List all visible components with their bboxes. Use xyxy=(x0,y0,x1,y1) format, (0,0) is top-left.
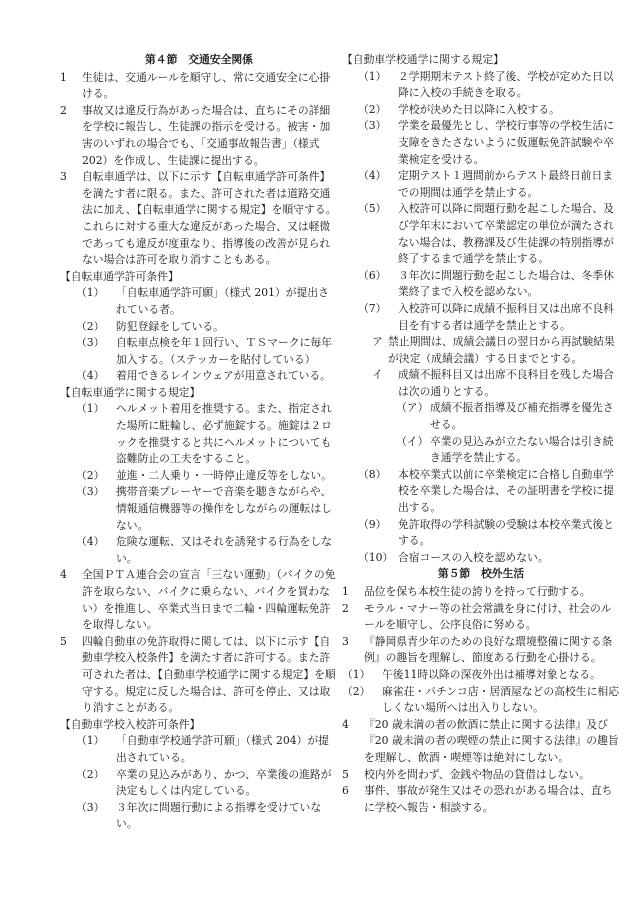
item-number: （4） xyxy=(358,169,387,183)
list-item xyxy=(60,468,338,485)
list-item xyxy=(342,400,620,433)
item-number: （2） xyxy=(342,684,371,698)
item-text: 入校許可以降に問題行動を起こした場合、及び学年末において卒業認定の単位が満たされない場合は、教務課及び生徒課の特別指導が終了するまで通学を禁止する。 xyxy=(398,202,614,266)
list-item xyxy=(342,783,620,816)
driving-school-rules-label: 【自動車学校通学に関する規定】 xyxy=(342,53,504,66)
item-text: 着用できるレインウェアが用意されている。 xyxy=(116,369,331,383)
item-number: 5 xyxy=(60,634,67,648)
list-item xyxy=(342,584,620,601)
list-item xyxy=(342,517,620,550)
item-text: 携帯音楽プレーヤーで音楽を聴きながらや、情報通信機器等の操作をしながらの運転はしない。 xyxy=(116,485,332,532)
item-number: （2） xyxy=(76,319,105,333)
item-number: （6） xyxy=(358,268,387,282)
item-number: （1） xyxy=(358,69,387,83)
item-text: 成績不振科目又は出席不良科目を残した場合は次の通りとする。 xyxy=(398,368,614,398)
item-number: 2 xyxy=(342,601,349,615)
list-item xyxy=(342,301,620,334)
list-item xyxy=(60,169,338,269)
list-item xyxy=(60,567,338,633)
item-text: 入校許可以降に成績不振科目又は出席不良科目を有する者は通学を禁止とする。 xyxy=(398,301,614,332)
item-number: （1） xyxy=(76,734,105,748)
item-number: （10） xyxy=(358,550,394,564)
section4-heading: 第４節 交通安全関係 xyxy=(145,53,253,66)
item-number: （3） xyxy=(76,485,105,499)
item-text: 事件、事故が発生又はその恐れがある場合は、直ちに学校へ報告・相談する。 xyxy=(364,784,613,814)
item-text: 事故又は違反行為があった場合は、直ちにその詳細を学校に報告し、生徒課の指示を受ける。被害・加害のいずれの場合でも、「交通事故報告書」（様式 202）を作成し、生徒課に提出する。 xyxy=(82,103,331,167)
item-number: 3 xyxy=(60,170,67,184)
item-number: 5 xyxy=(342,767,349,781)
list-item xyxy=(60,319,338,336)
list-item xyxy=(342,667,620,684)
item-text: ２学期期末テスト終了後、学校が定めた日以降に入校の手続きを取る。 xyxy=(398,69,614,100)
item-number: （4） xyxy=(76,535,105,549)
list-item xyxy=(60,103,338,169)
item-number: （3） xyxy=(76,800,105,814)
item-number: 4 xyxy=(60,568,67,582)
item-number: イ xyxy=(372,368,383,382)
list-item xyxy=(60,70,338,103)
item-number: 4 xyxy=(342,717,349,731)
item-text: 卒業の見込みが立たない場合は引き続き通学を禁止する。 xyxy=(430,434,614,465)
list-item xyxy=(342,601,620,634)
item-text: ３年次に問題行動による指導を受けていない。 xyxy=(116,800,322,831)
list-item xyxy=(60,401,338,467)
item-text: 校内外を問わず、金銭や物品の貸借はしない。 xyxy=(364,767,590,781)
item-text: 午後11時以降の深夜外出は補導対象となる。 xyxy=(382,667,601,681)
item-number: （2） xyxy=(358,102,387,116)
list-item xyxy=(60,634,338,717)
list-item xyxy=(342,118,620,168)
item-text: 成績不振者指導及び補充指導を優先させる。 xyxy=(430,401,614,432)
list-item xyxy=(342,102,620,119)
item-number: 1 xyxy=(342,585,349,598)
list-item xyxy=(60,335,338,368)
list-item xyxy=(342,334,620,367)
item-number: （2） xyxy=(76,468,105,482)
list-item xyxy=(60,733,338,766)
list-item xyxy=(342,201,620,267)
item-text: 自転車点検を年１回行い、ＴＳマークに毎年加入する。（ステッカーを貼付している） xyxy=(116,336,332,366)
item-number: 2 xyxy=(60,103,67,117)
list-item xyxy=(342,168,620,201)
list-item xyxy=(60,534,338,567)
item-text: 品位を保ち本校生徒の誇りを持って行動する。 xyxy=(364,585,591,598)
item-number: （ア） xyxy=(396,401,429,415)
list-item xyxy=(60,285,338,318)
item-number: （4） xyxy=(76,369,105,383)
list-item xyxy=(60,368,338,385)
bike-permit-label: 【自転車通学許可条件】 xyxy=(60,269,179,283)
item-number: （8） xyxy=(358,467,387,481)
item-number: ア xyxy=(372,335,383,349)
list-item xyxy=(60,800,338,833)
item-text: 禁止期間は、成績会議日の翌日から再試験結果が決定（成績会議）する日までとする。 xyxy=(388,335,615,365)
left-column xyxy=(60,52,338,833)
item-text: 並進・二人乗り・一時停止違反等をしない。 xyxy=(116,468,332,482)
list-item xyxy=(342,434,620,467)
list-item xyxy=(342,69,620,102)
item-text: 免許取得の学科試験の受験は本校卒業式後とする。 xyxy=(398,517,614,548)
item-text: 四輪自動車の免許取得に関しては、以下に示す【自動車学校入校条件】を満たす者に許可する。また許可された者は、【自動車学校通学に関する規定】を順守する。規定に反した場合は、許可を停止、又は取り消すことがある。 xyxy=(82,634,336,715)
list-item xyxy=(342,717,620,767)
item-text: 危険な運転、又はそれを誘発する行為をしない。 xyxy=(116,535,332,565)
item-text: ヘルメット着用を推奨する。また、指定された場所に駐輪し、必ず施錠する。施錠は２ロックを推奨すると共にヘルメットについても盗難防止の工夫をすること。 xyxy=(116,402,332,466)
item-text: 本校卒業式以前に卒業検定に合格し自動車学校を卒業した場合は、その証明書を学校に提出する。 xyxy=(398,467,614,515)
list-item xyxy=(342,367,620,400)
item-text: 「自動車学校通学許可願」（様式 204）が提出されている。 xyxy=(116,734,329,764)
driving-school-entry-label: 【自動車学校入校許可条件】 xyxy=(60,717,201,731)
list-item xyxy=(60,484,338,534)
item-number: （3） xyxy=(358,119,387,133)
section5-heading: 第５節 校外生活 xyxy=(437,567,525,581)
item-number: （1） xyxy=(76,402,105,416)
item-text: 卒業の見込みがあり、かつ、卒業後の進路が決定もしくは内定している。 xyxy=(116,767,332,798)
item-text: 『静岡県青少年のための良好な環境整備に関する条例』の趣旨を理解し、節度ある行動を心掛ける。 xyxy=(364,634,613,665)
list-item xyxy=(60,767,338,800)
item-text: モラル・マナー等の社会常識を身に付け、社会のルールを順守し、公序良俗に努める。 xyxy=(364,601,612,632)
list-item xyxy=(342,684,620,717)
item-text: 定期テスト１週間前からテスト最終日前日までの期間は通学を禁止する。 xyxy=(398,169,614,199)
item-text: 学業を最優先とし、学校行事等の学校生活に支障をきたさないように仮運転免許試験や卒業検定を受ける。 xyxy=(398,119,614,166)
item-number: （1） xyxy=(76,286,105,300)
item-number: 6 xyxy=(342,784,349,798)
item-number: （5） xyxy=(358,202,387,216)
item-number: （9） xyxy=(358,517,387,531)
list-item xyxy=(342,767,620,784)
item-text: 生徒は、交通ルールを順守し、常に交通安全に心掛ける。 xyxy=(82,70,331,101)
item-number: （7） xyxy=(358,301,387,315)
item-number: 3 xyxy=(342,634,349,648)
item-text: 自転車通学は、以下に示す【自転車通学許可条件】を満たす者に限る。また、許可された者は道路交通法に加え、【自転車通学に関する規定】を順守する。これらに対する重大な違反があった場合、又は軽微であっても違反が度重なり、指導後の改善が見られない場合は許可を取り消すこともある。 xyxy=(82,170,337,267)
item-text: 防犯登録をしている。 xyxy=(116,319,224,333)
item-text: 「自転車通学許可願」（様式 201）が提出されている者。 xyxy=(116,286,329,316)
list-item xyxy=(342,550,620,567)
item-number: （1） xyxy=(342,667,371,681)
item-number: （イ） xyxy=(396,434,429,448)
list-item xyxy=(342,634,620,667)
right-column xyxy=(342,52,620,816)
item-text: 『20 歳未満の者の飲酒に禁止に関する法律』及び『20 歳未満の者の喫煙の禁止に関する法律』の趣旨を理解し、飲酒・喫煙等は絶対にしない。 xyxy=(364,717,619,764)
item-text: 学校が決めた日以降に入校する。 xyxy=(398,102,560,116)
item-number: 1 xyxy=(60,70,67,84)
item-text: 麻雀荘・パチンコ店・居酒屋などの高校生に相応しくない場所へは出入りしない。 xyxy=(382,684,619,715)
item-number: （3） xyxy=(76,336,105,350)
list-item xyxy=(342,268,620,301)
list-item xyxy=(342,467,620,517)
item-text: 合宿コースの入校を認めない。 xyxy=(398,550,549,564)
item-text: ３年次に問題行動を起こした場合は、冬季休業終了まで入校を認めない。 xyxy=(398,268,614,299)
item-number: （2） xyxy=(76,767,105,781)
item-text: 全国ＰＴＡ連合会の宣言「三ない運動」（バイクの免許を取らない、バイクに乗らない、バイクを買わない）を推進し、卒業式当日まで二輪・四輪運転免許を取得しない。 xyxy=(82,568,336,632)
bike-rules-label: 【自転車通学に関する規定】 xyxy=(60,385,201,399)
